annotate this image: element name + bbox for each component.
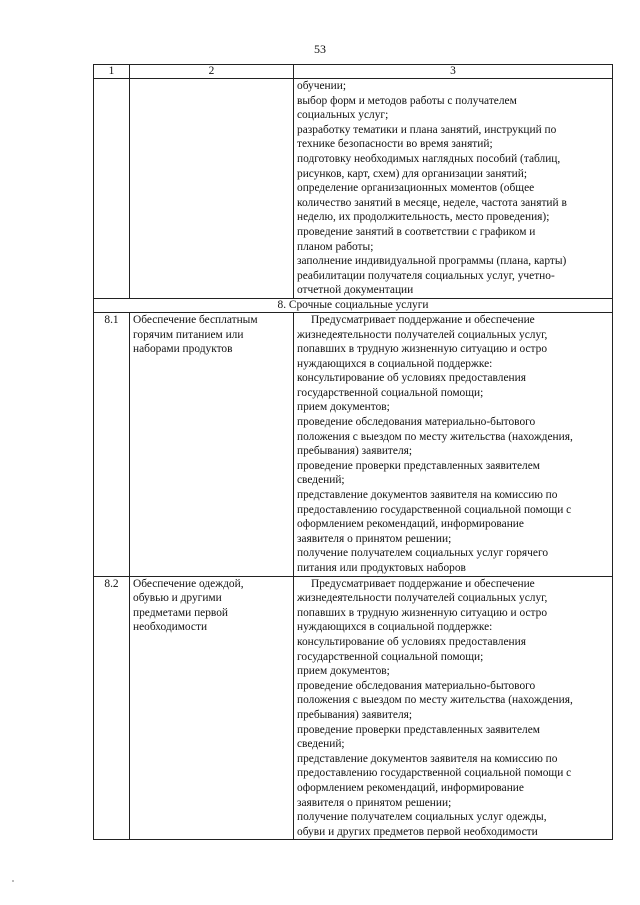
desc-line: государственной социальной помощи; — [297, 650, 484, 663]
service-name-line: наборами продуктов — [133, 343, 233, 356]
desc-line: планом работы; — [297, 240, 374, 253]
desc-line: прием документов; — [297, 665, 390, 678]
services-table — [93, 64, 613, 840]
desc-line: пребывания) заявителя; — [297, 708, 413, 721]
header-col-3: 3 — [294, 65, 613, 79]
desc-line: консультирование об условиях предоставления — [297, 372, 526, 385]
service-name-line: предметами первой — [133, 606, 229, 619]
continuation-name-cell — [130, 79, 294, 299]
desc-line: социальных услуг; — [297, 109, 389, 122]
desc-line: обучении; — [297, 80, 346, 92]
desc-line: прием документов; — [297, 401, 390, 414]
desc-line: рисунков, карт, схем) для организации занятий; — [297, 167, 528, 180]
desc-line: консультирование об условиях предоставления — [297, 635, 526, 648]
desc-line: сведений; — [297, 474, 345, 487]
desc-line: питания или продуктовых наборов — [297, 562, 466, 574]
continuation-num-cell — [94, 79, 130, 299]
service-name-line: Обеспечение бесплатным — [133, 313, 258, 326]
desc-line: проведение обследования материально-бытового — [297, 679, 536, 692]
desc-line: государственной социальной помощи; — [297, 386, 484, 399]
service-name-line: горячим питанием или — [133, 328, 244, 341]
desc-line: положения с выездом по месту жительства (нахождения, — [297, 694, 573, 707]
section-row — [94, 298, 613, 312]
desc-line: проведение проверки представленных заявителем — [297, 723, 541, 736]
desc-line: Предусматривает поддержание и обеспечение — [311, 313, 535, 326]
header-col-2: 2 — [130, 65, 294, 79]
desc-line: попавших в трудную жизненную ситуацию и остро — [297, 343, 548, 356]
desc-line: получение получателем социальных услуг одежды, — [297, 811, 547, 824]
continuation-row — [94, 79, 613, 299]
desc-line: количество занятий в месяце, неделе, частота занятий в — [297, 196, 567, 209]
service-name-cell — [130, 312, 294, 576]
desc-line: заявителя о принятом решении; — [297, 796, 452, 809]
desc-line: нуждающихся в социальной поддержке: — [297, 357, 493, 370]
desc-line: попавших в трудную жизненную ситуацию и остро — [297, 606, 548, 619]
desc-line: нуждающихся в социальной поддержке: — [297, 621, 493, 634]
desc-line: отчетной документации — [297, 284, 414, 297]
desc-line: оформлением рекомендаций, информирование — [297, 518, 524, 531]
desc-line: определение организационных моментов (общее — [297, 182, 535, 195]
row-number: 8.2 — [94, 576, 130, 840]
desc-line: предоставлению государственной социальной помощи с — [297, 767, 572, 780]
desc-line: разработку тематики и плана занятий, инструкций по — [297, 123, 557, 136]
desc-line: выбор форм и методов работы с получателем — [297, 94, 517, 107]
desc-line: проведение обследования материально-бытового — [297, 416, 536, 429]
desc-line: оформлением рекомендаций, информирование — [297, 781, 524, 794]
desc-line: Предусматривает поддержание и обеспечение — [311, 577, 535, 590]
continuation-desc-cell — [294, 79, 613, 299]
header-col-1: 1 — [94, 65, 130, 79]
desc-line: пребывания) заявителя; — [297, 445, 413, 458]
scan-speck — [12, 880, 14, 882]
desc-line: подготовку необходимых наглядных пособий (таблиц, — [297, 152, 561, 165]
desc-line: жизнедеятельности получателей социальных услуг, — [297, 592, 548, 605]
desc-line: обуви и других предметов первой необходимости — [297, 825, 538, 838]
desc-line: сведений; — [297, 738, 345, 751]
section-title: 8. Срочные социальные услуги — [94, 298, 613, 312]
desc-line: жизнедеятельности получателей социальных услуг, — [297, 328, 548, 341]
desc-line: положения с выездом по месту жительства (нахождения, — [297, 430, 573, 443]
desc-line: технике безопасности во время занятий; — [297, 138, 493, 151]
desc-line: неделю, их продолжительность, место проведения); — [297, 211, 550, 224]
table-header-row — [94, 65, 613, 79]
desc-line: представление документов заявителя на комиссию по — [297, 752, 558, 765]
desc-line: заполнение индивидуальной программы (плана, карты) — [297, 255, 567, 268]
service-desc-cell — [294, 576, 613, 840]
table-row — [94, 312, 613, 576]
page-number: 53 — [314, 42, 326, 56]
desc-line: реабилитации получателя социальных услуг, учетно- — [297, 269, 555, 282]
desc-line: проведение занятий в соответствии с графиком и — [297, 225, 536, 238]
service-name-line: обувью и другими — [133, 592, 222, 605]
service-desc-cell — [294, 312, 613, 576]
service-name-line: необходимости — [133, 621, 208, 634]
desc-line: проведение проверки представленных заявителем — [297, 459, 541, 472]
desc-line: предоставлению государственной социальной помощи с — [297, 503, 572, 516]
table-row — [94, 576, 613, 840]
desc-line: заявителя о принятом решении; — [297, 532, 452, 545]
service-name-cell — [130, 576, 294, 840]
desc-line: получение получателем социальных услуг горячего — [297, 547, 549, 560]
row-number: 8.1 — [94, 312, 130, 576]
service-name-line: Обеспечение одеждой, — [133, 577, 244, 590]
desc-line: представление документов заявителя на комиссию по — [297, 489, 558, 502]
